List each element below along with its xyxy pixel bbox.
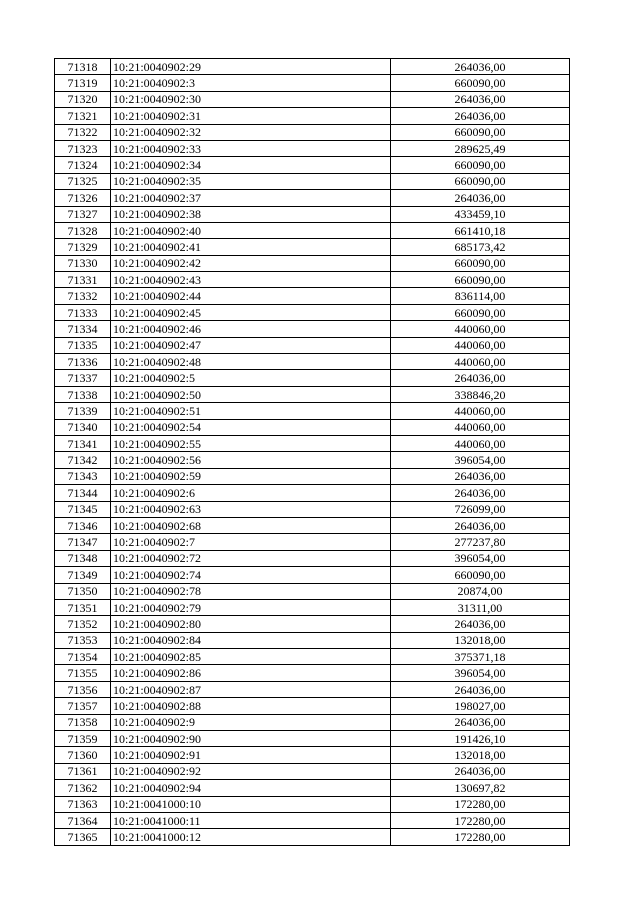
cadastral-number-cell: 10:21:0040902:43 (111, 272, 391, 288)
value-cell: 172280,00 (391, 812, 570, 828)
value-cell: 132018,00 (391, 747, 570, 763)
value-cell: 433459,10 (391, 206, 570, 222)
row-number-cell: 71332 (55, 288, 111, 304)
table-row (55, 75, 570, 91)
table-row (55, 812, 570, 828)
value-cell: 660090,00 (391, 157, 570, 173)
table-row (55, 747, 570, 763)
row-number-cell: 71348 (55, 550, 111, 566)
cadastral-number-cell: 10:21:0040902:59 (111, 468, 391, 484)
value-cell: 31311,00 (391, 599, 570, 615)
cadastral-number-cell: 10:21:0040902:54 (111, 419, 391, 435)
cadastral-number-cell: 10:21:0040902:88 (111, 698, 391, 714)
value-cell: 660090,00 (391, 304, 570, 320)
table-row (55, 485, 570, 501)
table-row (55, 649, 570, 665)
cadastral-number-cell: 10:21:0040902:34 (111, 157, 391, 173)
cadastral-number-cell: 10:21:0040902:31 (111, 108, 391, 124)
table-row (55, 780, 570, 796)
table-row (55, 206, 570, 222)
row-number-cell: 71350 (55, 583, 111, 599)
value-cell: 660090,00 (391, 173, 570, 189)
table-row (55, 108, 570, 124)
cadastral-number-cell: 10:21:0040902:72 (111, 550, 391, 566)
cadastral-number-cell: 10:21:0040902:74 (111, 567, 391, 583)
row-number-cell: 71362 (55, 780, 111, 796)
row-number-cell: 71325 (55, 173, 111, 189)
value-cell: 264036,00 (391, 763, 570, 779)
table-row (55, 616, 570, 632)
row-number-cell: 71363 (55, 796, 111, 812)
table-row (55, 272, 570, 288)
row-number-cell: 71333 (55, 304, 111, 320)
value-cell: 338846,20 (391, 386, 570, 402)
cadastral-number-cell: 10:21:0040902:45 (111, 304, 391, 320)
cadastral-number-cell: 10:21:0040902:7 (111, 534, 391, 550)
cadastral-number-cell: 10:21:0040902:91 (111, 747, 391, 763)
table-row (55, 59, 570, 75)
cadastral-number-cell: 10:21:0040902:85 (111, 649, 391, 665)
row-number-cell: 71328 (55, 222, 111, 238)
cadastral-number-cell: 10:21:0040902:29 (111, 59, 391, 75)
row-number-cell: 71330 (55, 255, 111, 271)
cadastral-number-cell: 10:21:0040902:94 (111, 780, 391, 796)
row-number-cell: 71344 (55, 485, 111, 501)
value-cell: 440060,00 (391, 419, 570, 435)
table-row (55, 583, 570, 599)
value-cell: 172280,00 (391, 796, 570, 812)
row-number-cell: 71352 (55, 616, 111, 632)
cadastral-number-cell: 10:21:0040902:90 (111, 731, 391, 747)
cadastral-number-cell: 10:21:0041000:11 (111, 812, 391, 828)
cadastral-number-cell: 10:21:0040902:86 (111, 665, 391, 681)
cadastral-number-cell: 10:21:0040902:51 (111, 403, 391, 419)
table-row (55, 173, 570, 189)
value-cell: 660090,00 (391, 75, 570, 91)
value-cell: 289625,49 (391, 140, 570, 156)
cadastral-number-cell: 10:21:0040902:80 (111, 616, 391, 632)
table-row (55, 321, 570, 337)
table-row (55, 157, 570, 173)
value-cell: 264036,00 (391, 59, 570, 75)
row-number-cell: 71324 (55, 157, 111, 173)
cadastral-number-cell: 10:21:0040902:32 (111, 124, 391, 140)
value-cell: 264036,00 (391, 468, 570, 484)
cadastral-number-cell: 10:21:0040902:56 (111, 452, 391, 468)
cadastral-number-cell: 10:21:0040902:55 (111, 435, 391, 451)
row-number-cell: 71356 (55, 681, 111, 697)
row-number-cell: 71321 (55, 108, 111, 124)
table-row (55, 190, 570, 206)
cadastral-number-cell: 10:21:0041000:12 (111, 829, 391, 845)
cadastral-number-cell: 10:21:0040902:87 (111, 681, 391, 697)
table-row (55, 796, 570, 812)
value-cell: 191426,10 (391, 731, 570, 747)
row-number-cell: 71364 (55, 812, 111, 828)
value-cell: 396054,00 (391, 550, 570, 566)
row-number-cell: 71347 (55, 534, 111, 550)
row-number-cell: 71351 (55, 599, 111, 615)
table-row (55, 386, 570, 402)
table-row (55, 681, 570, 697)
cadastral-number-cell: 10:21:0041000:10 (111, 796, 391, 812)
table-row (55, 517, 570, 533)
value-cell: 396054,00 (391, 665, 570, 681)
value-cell: 264036,00 (391, 190, 570, 206)
row-number-cell: 71322 (55, 124, 111, 140)
value-cell: 660090,00 (391, 272, 570, 288)
row-number-cell: 71355 (55, 665, 111, 681)
row-number-cell: 71358 (55, 714, 111, 730)
cadastral-number-cell: 10:21:0040902:92 (111, 763, 391, 779)
value-cell: 660090,00 (391, 255, 570, 271)
cadastral-number-cell: 10:21:0040902:33 (111, 140, 391, 156)
table-row (55, 255, 570, 271)
row-number-cell: 71342 (55, 452, 111, 468)
row-number-cell: 71361 (55, 763, 111, 779)
registry-table (54, 58, 570, 846)
table-row (55, 632, 570, 648)
row-number-cell: 71320 (55, 91, 111, 107)
registry-table-body (55, 59, 570, 846)
row-number-cell: 71326 (55, 190, 111, 206)
value-cell: 198027,00 (391, 698, 570, 714)
value-cell: 130697,82 (391, 780, 570, 796)
cadastral-number-cell: 10:21:0040902:44 (111, 288, 391, 304)
table-row (55, 403, 570, 419)
row-number-cell: 71345 (55, 501, 111, 517)
table-row (55, 288, 570, 304)
cadastral-number-cell: 10:21:0040902:42 (111, 255, 391, 271)
row-number-cell: 71340 (55, 419, 111, 435)
cadastral-number-cell: 10:21:0040902:78 (111, 583, 391, 599)
table-row (55, 599, 570, 615)
value-cell: 277237,80 (391, 534, 570, 550)
value-cell: 264036,00 (391, 517, 570, 533)
value-cell: 440060,00 (391, 435, 570, 451)
row-number-cell: 71346 (55, 517, 111, 533)
value-cell: 264036,00 (391, 108, 570, 124)
value-cell: 660090,00 (391, 124, 570, 140)
row-number-cell: 71338 (55, 386, 111, 402)
value-cell: 440060,00 (391, 321, 570, 337)
table-row (55, 304, 570, 320)
row-number-cell: 71343 (55, 468, 111, 484)
table-row (55, 763, 570, 779)
value-cell: 440060,00 (391, 403, 570, 419)
table-row (55, 714, 570, 730)
value-cell: 264036,00 (391, 616, 570, 632)
cadastral-number-cell: 10:21:0040902:63 (111, 501, 391, 517)
cadastral-number-cell: 10:21:0040902:84 (111, 632, 391, 648)
table-row (55, 419, 570, 435)
row-number-cell: 71365 (55, 829, 111, 845)
row-number-cell: 71318 (55, 59, 111, 75)
value-cell: 264036,00 (391, 714, 570, 730)
table-row (55, 354, 570, 370)
row-number-cell: 71334 (55, 321, 111, 337)
cadastral-number-cell: 10:21:0040902:35 (111, 173, 391, 189)
table-row (55, 550, 570, 566)
cadastral-number-cell: 10:21:0040902:9 (111, 714, 391, 730)
row-number-cell: 71331 (55, 272, 111, 288)
cadastral-number-cell: 10:21:0040902:48 (111, 354, 391, 370)
row-number-cell: 71354 (55, 649, 111, 665)
table-row (55, 239, 570, 255)
table-row (55, 452, 570, 468)
table-row (55, 731, 570, 747)
value-cell: 660090,00 (391, 567, 570, 583)
table-row (55, 829, 570, 845)
cadastral-number-cell: 10:21:0040902:50 (111, 386, 391, 402)
value-cell: 172280,00 (391, 829, 570, 845)
cadastral-number-cell: 10:21:0040902:68 (111, 517, 391, 533)
table-row (55, 337, 570, 353)
value-cell: 661410,18 (391, 222, 570, 238)
table-row (55, 501, 570, 517)
row-number-cell: 71336 (55, 354, 111, 370)
cadastral-number-cell: 10:21:0040902:40 (111, 222, 391, 238)
row-number-cell: 71339 (55, 403, 111, 419)
row-number-cell: 71359 (55, 731, 111, 747)
row-number-cell: 71341 (55, 435, 111, 451)
cadastral-number-cell: 10:21:0040902:47 (111, 337, 391, 353)
table-row (55, 468, 570, 484)
value-cell: 264036,00 (391, 485, 570, 501)
cadastral-number-cell: 10:21:0040902:30 (111, 91, 391, 107)
cadastral-number-cell: 10:21:0040902:5 (111, 370, 391, 386)
value-cell: 132018,00 (391, 632, 570, 648)
cadastral-number-cell: 10:21:0040902:41 (111, 239, 391, 255)
table-row (55, 435, 570, 451)
row-number-cell: 71329 (55, 239, 111, 255)
cadastral-number-cell: 10:21:0040902:37 (111, 190, 391, 206)
table-row (55, 665, 570, 681)
value-cell: 264036,00 (391, 681, 570, 697)
value-cell: 396054,00 (391, 452, 570, 468)
table-row (55, 140, 570, 156)
table-row (55, 124, 570, 140)
value-cell: 726099,00 (391, 501, 570, 517)
row-number-cell: 71319 (55, 75, 111, 91)
row-number-cell: 71327 (55, 206, 111, 222)
value-cell: 440060,00 (391, 337, 570, 353)
table-row (55, 91, 570, 107)
cadastral-number-cell: 10:21:0040902:46 (111, 321, 391, 337)
value-cell: 20874,00 (391, 583, 570, 599)
value-cell: 440060,00 (391, 354, 570, 370)
row-number-cell: 71353 (55, 632, 111, 648)
cadastral-number-cell: 10:21:0040902:79 (111, 599, 391, 615)
value-cell: 685173,42 (391, 239, 570, 255)
value-cell: 375371,18 (391, 649, 570, 665)
row-number-cell: 71360 (55, 747, 111, 763)
table-row (55, 698, 570, 714)
cadastral-number-cell: 10:21:0040902:3 (111, 75, 391, 91)
cadastral-number-cell: 10:21:0040902:6 (111, 485, 391, 501)
table-row (55, 534, 570, 550)
row-number-cell: 71323 (55, 140, 111, 156)
cadastral-number-cell: 10:21:0040902:38 (111, 206, 391, 222)
value-cell: 264036,00 (391, 91, 570, 107)
row-number-cell: 71349 (55, 567, 111, 583)
row-number-cell: 71337 (55, 370, 111, 386)
value-cell: 836114,00 (391, 288, 570, 304)
table-row (55, 370, 570, 386)
row-number-cell: 71357 (55, 698, 111, 714)
value-cell: 264036,00 (391, 370, 570, 386)
table-row (55, 567, 570, 583)
table-row (55, 222, 570, 238)
row-number-cell: 71335 (55, 337, 111, 353)
